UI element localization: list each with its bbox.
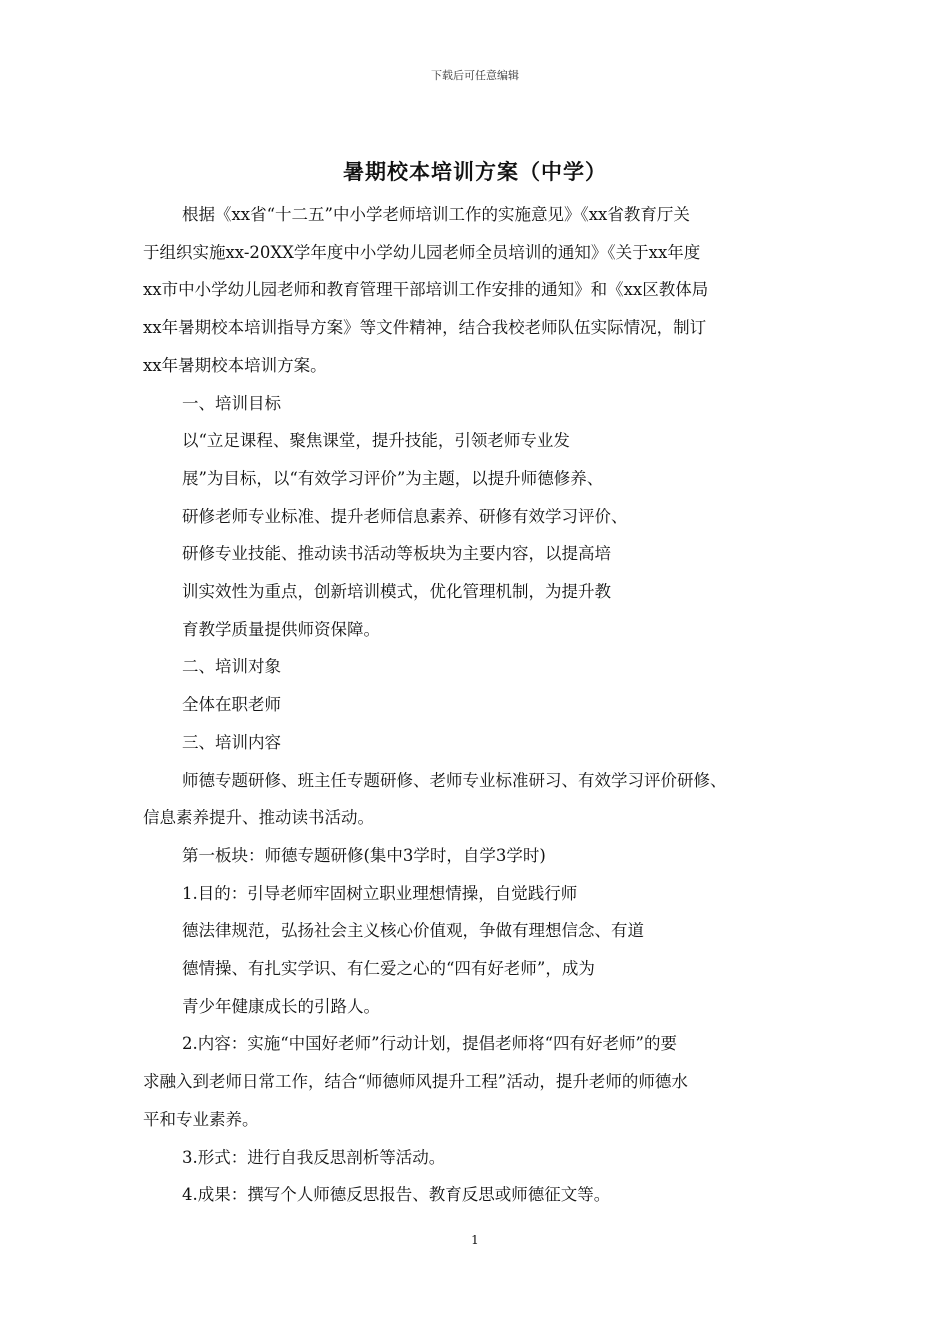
section-heading: 二、培训对象 <box>182 657 281 677</box>
body-line: 青少年健康成长的引路人。 <box>182 996 380 1016</box>
body-line: 育教学质量提供师资保障。 <box>182 619 380 639</box>
body-line: 1.目的：引导老师牢固树立职业理想情操，自觉践行师 <box>182 883 578 903</box>
body-line: 全体在职老师 <box>182 695 281 715</box>
body-line: 平和专业素养。 <box>143 1109 259 1129</box>
body-line: 4.成果：撰写个人师德反思报告、教育反思或师德征文等。 <box>182 1185 611 1205</box>
subsection-heading: 第一板块：师德专题研修(集中3学时，自学3学时) <box>182 845 546 865</box>
body-line: 以“立足课程、聚焦课堂，提升技能，引领老师专业发 <box>182 431 570 451</box>
body-line: 师德专题研修、班主任专题研修、老师专业标准研习、有效学习评价研修、 <box>182 770 727 790</box>
body-line: 研修老师专业标准、提升老师信息素养、研修有效学习评价、 <box>182 506 628 526</box>
body-line: 信息素养提升、推动读书活动。 <box>143 808 374 828</box>
document-title: 暑期校本培训方案（中学） <box>343 159 607 184</box>
header-note: 下载后可任意编辑 <box>431 69 519 82</box>
section-heading: 三、培训内容 <box>182 732 281 752</box>
body-line: 于组织实施xx-20XX学年度中小学幼儿园老师全员培训的通知》《关于xx年度 <box>143 242 701 262</box>
section-heading: 一、培训目标 <box>182 393 281 413</box>
body-line: 求融入到老师日常工作，结合“师德师风提升工程”活动，提升老师的师德水 <box>143 1072 688 1092</box>
body-line: 展”为目标，以“有效学习评价”为主题，以提升师德修养、 <box>182 468 604 488</box>
body-line: 训实效性为重点，创新培训模式，优化管理机制，为提升教 <box>182 582 611 601</box>
body-line: xx年暑期校本培训方案。 <box>143 355 327 375</box>
body-line: 德情操、有扎实学识、有仁爱之心的“四有好老师”，成为 <box>182 959 595 978</box>
body-line: 3.形式：进行自我反思剖析等活动。 <box>182 1147 446 1167</box>
body-line: 德法律规范，弘扬社会主义核心价值观，争做有理想信念、有道 <box>182 921 644 941</box>
body-line: xx市中小学幼儿园老师和教育管理干部培训工作安排的通知》和《xx区教体局 <box>143 280 709 300</box>
body-line: 2.内容：实施“中国好老师”行动计划，提倡老师将“四有好老师”的要 <box>182 1034 677 1054</box>
body-line: xx年暑期校本培训指导方案》等文件精神，结合我校老师队伍实际情况，制订 <box>143 318 707 338</box>
page-number: 1 <box>471 1233 479 1247</box>
body-line: 研修专业技能、推动读书活动等板块为主要内容，以提高培 <box>182 544 611 564</box>
body-line: 根据《xx省“十二五”中小学老师培训工作的实施意见》《xx省教育厅关 <box>182 205 690 224</box>
